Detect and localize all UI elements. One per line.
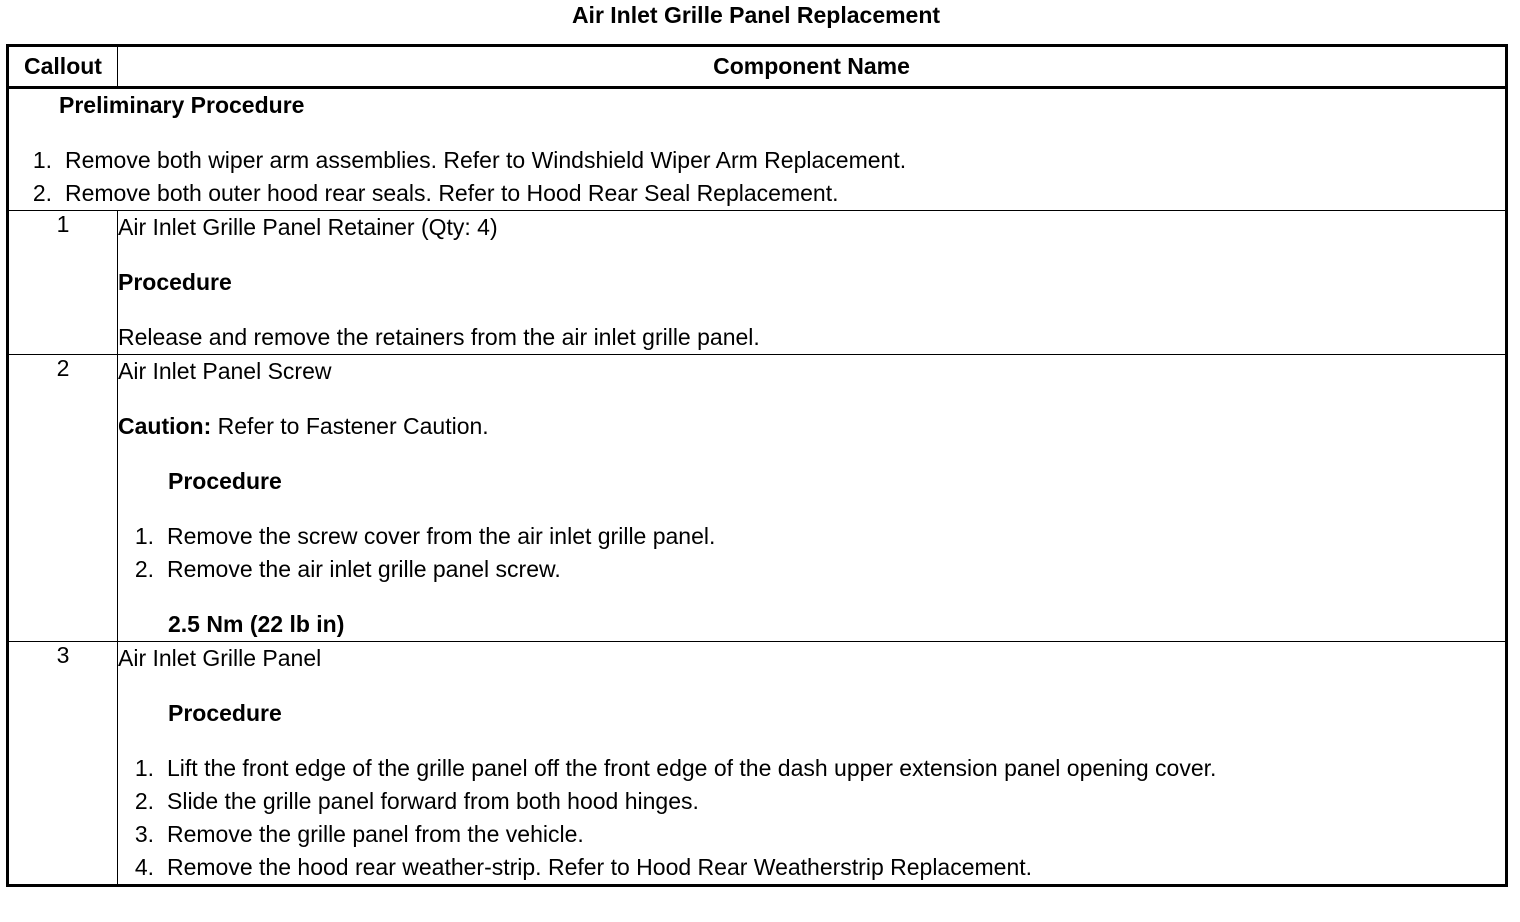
caution-note bbox=[118, 410, 1505, 443]
preliminary-step bbox=[9, 144, 1505, 177]
procedure-step bbox=[118, 785, 1505, 818]
component-name: Air Inlet Grille Panel bbox=[118, 645, 322, 671]
step-text: Lift the front edge of the grille panel off the front edge of the dash upper extension panel opening cover. bbox=[167, 755, 1217, 781]
procedure-heading: Procedure bbox=[168, 700, 282, 726]
preliminary-heading: Preliminary Procedure bbox=[59, 92, 305, 118]
callout-header: Callout bbox=[8, 46, 118, 88]
step-text: Slide the grille panel forward from both hood hinges. bbox=[167, 788, 699, 814]
procedure-step bbox=[118, 520, 1505, 553]
component-cell bbox=[118, 211, 1507, 355]
callout-cell: 1 bbox=[8, 211, 118, 355]
preliminary-cell bbox=[8, 88, 1507, 211]
step-number: 1. bbox=[134, 755, 154, 781]
step-text: Remove the air inlet grille panel screw. bbox=[167, 556, 561, 582]
torque-spec: 2.5 Nm (22 lb in) bbox=[168, 611, 345, 637]
procedure-step bbox=[118, 851, 1505, 884]
component-name: Air Inlet Grille Panel Retainer (Qty: 4) bbox=[118, 214, 498, 240]
procedure-text: Release and remove the retainers from the air inlet grille panel. bbox=[118, 324, 760, 350]
step-number: 1. bbox=[32, 147, 52, 173]
step-text: Remove the hood rear weather-strip. Refer to Hood Rear Weatherstrip Replacement. bbox=[167, 854, 1033, 880]
procedure-heading: Procedure bbox=[168, 468, 282, 494]
step-text: Remove both outer hood rear seals. Refer to Hood Rear Seal Replacement. bbox=[65, 180, 839, 206]
procedure-step bbox=[118, 818, 1505, 851]
step-text: Remove the grille panel from the vehicle. bbox=[167, 821, 584, 847]
step-number: 4. bbox=[134, 854, 154, 880]
caution-text: Refer to Fastener Caution. bbox=[211, 413, 489, 439]
preliminary-step bbox=[9, 177, 1505, 210]
table-row bbox=[8, 211, 1507, 355]
step-number: 2. bbox=[134, 788, 154, 814]
procedure-heading: Procedure bbox=[118, 269, 232, 295]
step-number: 2. bbox=[32, 180, 52, 206]
step-text: Remove both wiper arm assemblies. Refer to Windshield Wiper Arm Replacement. bbox=[65, 147, 907, 173]
component-cell bbox=[118, 642, 1507, 886]
callout-cell: 3 bbox=[8, 642, 118, 886]
component-name: Air Inlet Panel Screw bbox=[118, 358, 332, 384]
page-title: Air Inlet Grille Panel Replacement bbox=[571, 2, 941, 28]
procedure-step bbox=[118, 752, 1505, 785]
component-name-header: Component Name bbox=[118, 46, 1507, 88]
procedure-step bbox=[118, 553, 1505, 586]
step-text: Remove the screw cover from the air inlet grille panel. bbox=[167, 523, 716, 549]
table-row bbox=[8, 355, 1507, 642]
component-cell bbox=[118, 355, 1507, 642]
procedure-table bbox=[6, 44, 1508, 887]
caution-label: Caution: bbox=[118, 413, 212, 439]
step-number: 3. bbox=[134, 821, 154, 847]
callout-cell: 2 bbox=[8, 355, 118, 642]
step-number: 2. bbox=[134, 556, 154, 582]
table-row bbox=[8, 642, 1507, 886]
preliminary-row bbox=[8, 88, 1507, 211]
step-number: 1. bbox=[134, 523, 154, 549]
table-header-row bbox=[8, 46, 1507, 88]
